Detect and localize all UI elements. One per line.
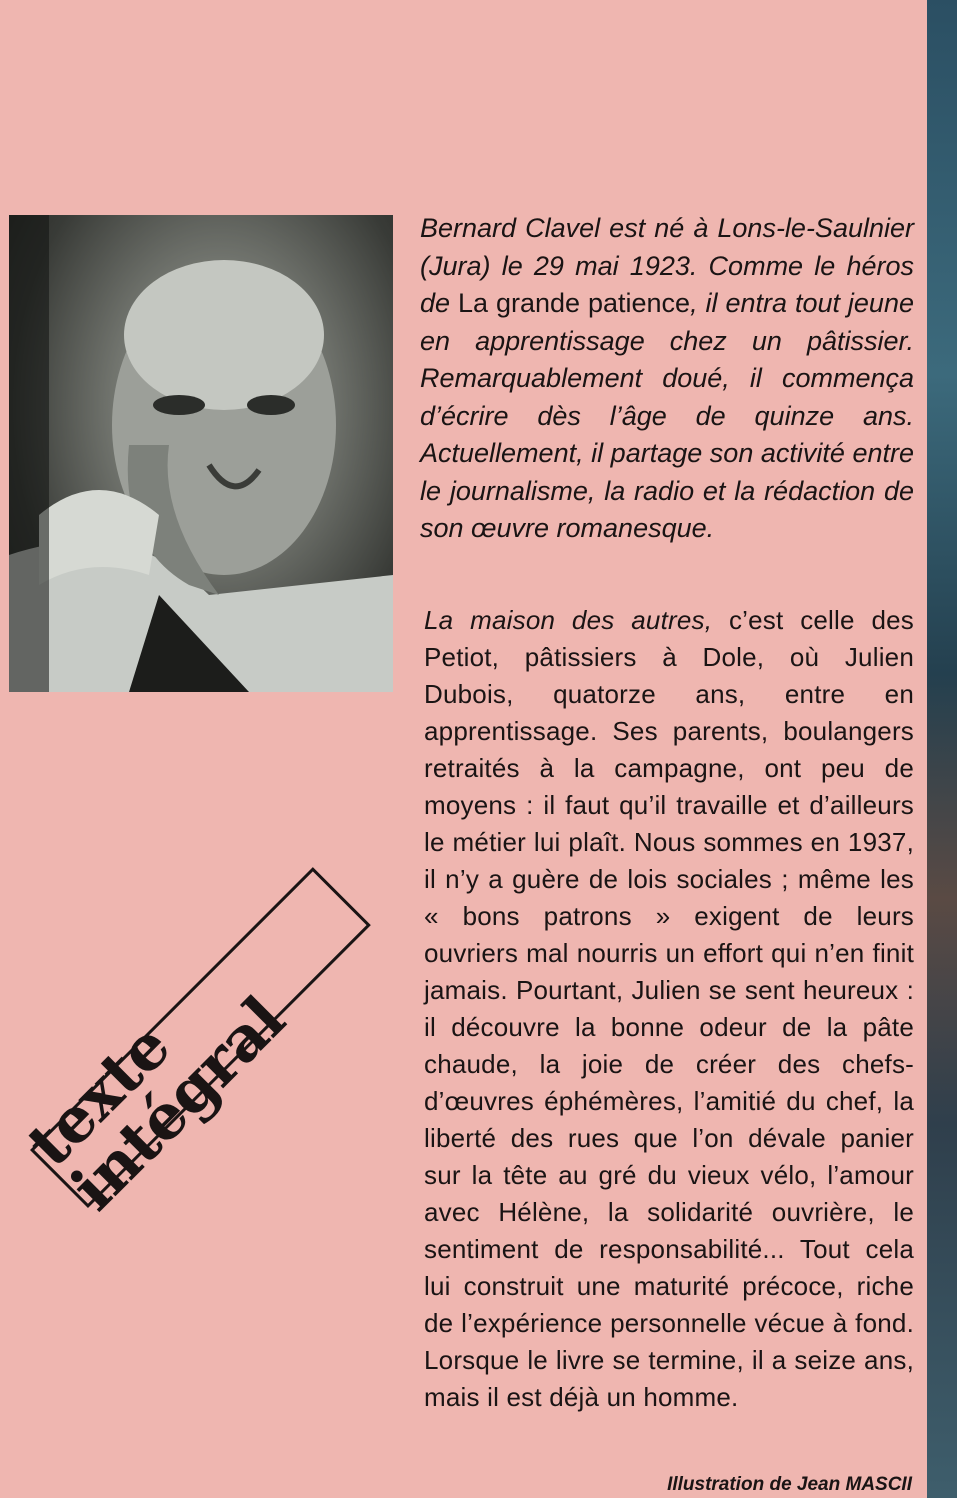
book-summary (424, 602, 914, 1416)
texte-integral-stamp (13, 867, 371, 1225)
adjacent-book-edge (927, 0, 957, 1498)
bio-rest: , il entra tout jeune en apprentissage chez un pâtissier. Remarquablement doué, il commença d’écrire dès l’âge de quinze ans. Actuellement, il partage son activité entre le journalisme, la radio et la rédaction de son œuvre romanesque. (420, 288, 914, 543)
bio-intro: Bernard Clavel est né à Lons-le-Saulnier (Jura) le 29 mai 1923. Comme le héros de (420, 213, 914, 318)
bio-book-title: La grande patience (457, 288, 691, 318)
author-biography (420, 210, 914, 548)
summary-book-title: La maison des autres, (424, 605, 713, 635)
stamp-label: texte intégral (13, 982, 299, 1225)
illustration-credit: Illustration de Jean MASCII (667, 1474, 912, 1495)
summary-text: c’est celle des Petiot, pâtissiers à Dole, où Julien Dubois, quatorze ans, entre en apprentissage. Ses parents, boulangers retraités à la campagne, ont peu de moyens : il faut qu’il travaille et d’ailleurs le métier lui plaît. Nous sommes en 1937, il n’y a guère de lois sociales ; même les « bons patrons » exigent de leurs ouvriers mal nourris un effort qui n’en finit jamais. Pourtant, Julien se sent heureux : il découvre la bonne odeur de la pâte chaude, la joie de créer des chefs-d’œuvres éphémères, l’amitié du chef, la liberté des rues que l’on dévale panier sur la tête au gré du vieux vélo, l’amour avec Hélène, la solidarité ouvrière, le sentiment de responsabilité... Tout cela lui construit une maturité précoce, riche de l’expérience personnelle vécue à fond. Lorsque le livre se termine, il a seize ans, mais il est déjà un homme. (424, 605, 914, 1412)
author-portrait-image (9, 215, 393, 692)
author-photo (9, 215, 393, 692)
